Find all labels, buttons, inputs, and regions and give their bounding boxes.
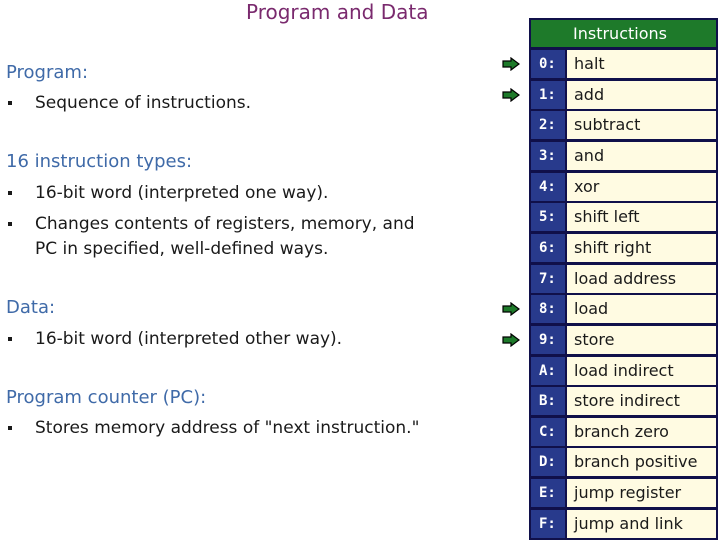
instruction-row: [529, 294, 718, 323]
bullet-text: Changes contents of registers, memory, and: [35, 214, 415, 234]
opcode-cell: 5:: [531, 203, 565, 231]
opcode-cell: F:: [531, 510, 565, 538]
opcode-cell: B:: [531, 387, 565, 415]
opcode-cell: 0:: [531, 50, 565, 78]
instruction-name-cell: subtract: [567, 111, 716, 139]
instruction-row: [529, 417, 718, 446]
instruction-row: [529, 80, 718, 109]
slide-title: Program and Data: [246, 0, 429, 24]
instruction-name-cell: halt: [567, 50, 716, 78]
instruction-name-cell: xor: [567, 173, 716, 201]
instruction-name-cell: add: [567, 81, 716, 109]
opcode-cell: 6:: [531, 234, 565, 262]
instruction-name-cell: branch positive: [567, 448, 716, 476]
instruction-row: [529, 233, 718, 262]
instruction-row: [529, 141, 718, 170]
arrow-right-icon: [502, 57, 520, 71]
instruction-name-cell: shift left: [567, 203, 716, 231]
heading-data: Data:: [6, 297, 56, 318]
instructions-header: [531, 20, 716, 47]
instruction-row: [529, 264, 718, 293]
bullet-dot: [8, 337, 12, 341]
bullet-dot: [8, 426, 12, 430]
instruction-name-cell: load: [567, 295, 716, 323]
opcode-cell: 2:: [531, 111, 565, 139]
opcode-cell: A:: [531, 357, 565, 385]
instruction-row: [529, 447, 718, 476]
instruction-name-cell: store: [567, 326, 716, 354]
heading-program-counter: Program counter (PC):: [6, 387, 207, 408]
opcode-cell: 7:: [531, 265, 565, 293]
bullet-text: Stores memory address of "next instruction.": [35, 418, 420, 438]
instruction-row: [529, 509, 718, 538]
arrow-right-icon: [502, 333, 520, 347]
instruction-name-cell: shift right: [567, 234, 716, 262]
arrow-right-icon: [502, 302, 520, 316]
opcode-cell: C:: [531, 418, 565, 446]
bullet-dot: [8, 101, 12, 105]
opcode-cell: 3:: [531, 142, 565, 170]
heading-instruction-types: 16 instruction types:: [6, 151, 193, 172]
opcode-cell: D:: [531, 448, 565, 476]
opcode-cell: 4:: [531, 173, 565, 201]
instruction-row: [529, 356, 718, 385]
bullet-text: 16-bit word (interpreted other way).: [35, 329, 343, 349]
instruction-name-cell: branch zero: [567, 418, 716, 446]
instruction-name-cell: store indirect: [567, 387, 716, 415]
bullet-dot: [8, 191, 12, 195]
instruction-name-cell: and: [567, 142, 716, 170]
instruction-name-cell: jump and link: [567, 510, 716, 538]
instruction-name-cell: jump register: [567, 479, 716, 507]
instruction-row: [529, 325, 718, 354]
bullet-text: 16-bit word (interpreted one way).: [35, 183, 329, 203]
opcode-cell: 1:: [531, 81, 565, 109]
instruction-row: [529, 202, 718, 231]
instruction-row: [529, 110, 718, 139]
instructions-header-label: Instructions: [573, 24, 667, 43]
instruction-name-cell: load indirect: [567, 357, 716, 385]
instruction-row: [529, 172, 718, 201]
opcode-cell: E:: [531, 479, 565, 507]
opcode-cell: 9:: [531, 326, 565, 354]
bullet-text: Sequence of instructions.: [35, 93, 252, 113]
arrow-right-icon: [502, 88, 520, 102]
instruction-row: [529, 386, 718, 415]
bullet-text: PC in specified, well-defined ways.: [35, 239, 329, 259]
instruction-name-cell: load address: [567, 265, 716, 293]
bullet-dot: [8, 222, 12, 226]
heading-program: Program:: [6, 62, 89, 83]
instruction-row: [529, 49, 718, 78]
instructions-table: [529, 18, 718, 540]
opcode-cell: 8:: [531, 295, 565, 323]
instruction-row: [529, 478, 718, 507]
